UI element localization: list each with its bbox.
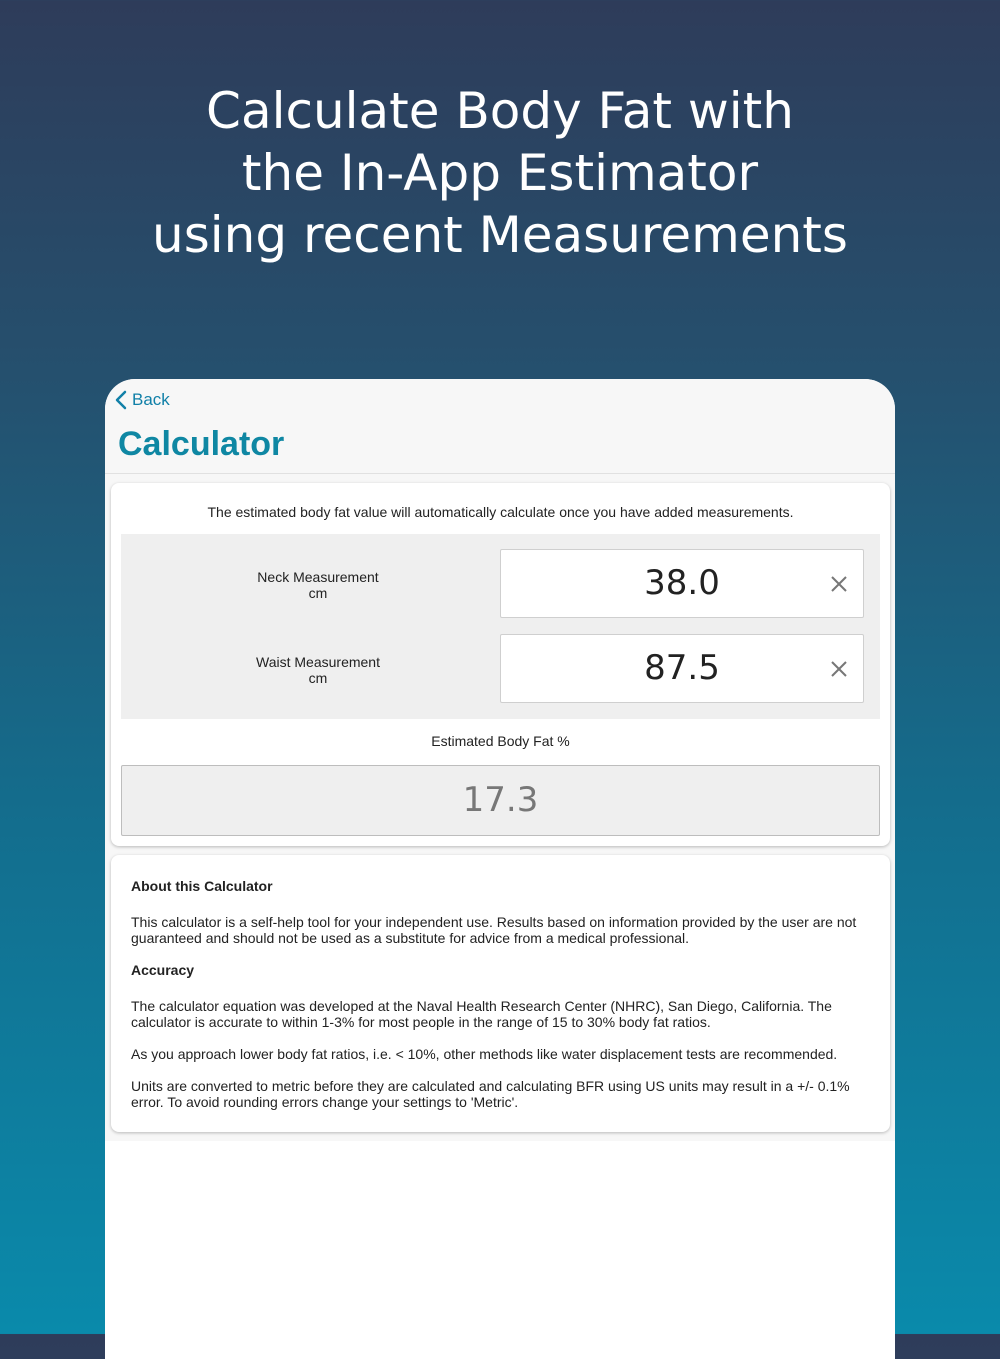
neck-measurement-value[interactable]: 38.0 xyxy=(644,563,720,603)
promo-headline xyxy=(0,80,1000,266)
back-label: Back xyxy=(132,390,170,409)
neck-measurement-field[interactable] xyxy=(500,549,864,618)
neck-label: Neck Measurement xyxy=(257,569,379,585)
accuracy-paragraph-3: Units are converted to metric before they are calculated and calculating BFR using US units may result in a +/- 0.1% error. To avoid rounding errors change your settings to 'Metric'. xyxy=(131,1078,850,1110)
estimated-body-fat-field xyxy=(121,765,880,836)
neck-unit: cm xyxy=(308,585,328,601)
about-card xyxy=(111,855,890,1132)
headline-line-3: using recent Measurements xyxy=(152,206,848,264)
back-button[interactable] xyxy=(115,388,170,412)
neck-label-group xyxy=(121,569,515,601)
calculator-card xyxy=(111,483,890,846)
waist-label-group xyxy=(121,654,515,686)
headline-line-2: the In-App Estimator xyxy=(241,144,759,202)
navigation-bar xyxy=(105,379,895,474)
empty-content-area xyxy=(105,1141,895,1359)
app-screen xyxy=(105,379,895,1359)
waist-unit: cm xyxy=(308,670,328,686)
waist-measurement-field[interactable] xyxy=(500,634,864,703)
page-title: Calculator xyxy=(118,425,285,463)
about-heading: About this Calculator xyxy=(131,878,273,894)
accuracy-paragraph-1: The calculator equation was developed at the Naval Health Research Center (NHRC), San Diego, California. The calculator is accurate to within 1-3% for most people in the range of 15 to 30% body fat ratios. xyxy=(131,998,832,1030)
about-text: This calculator is a self-help tool for your independent use. Results based on information provided by the user are not guaranteed and should not be used as a substitute for advice from a medical professional. xyxy=(131,914,857,946)
headline-line-1: Calculate Body Fat with xyxy=(206,82,794,140)
close-icon[interactable] xyxy=(829,574,849,594)
intro-text: The estimated body fat value will automatically calculate once you have added measurements. xyxy=(207,504,794,520)
accuracy-paragraph-2: As you approach lower body fat ratios, i.e. < 10%, other methods like water displacement tests are recommended. xyxy=(131,1046,838,1062)
accuracy-heading: Accuracy xyxy=(131,962,195,978)
measurements-panel xyxy=(121,534,880,719)
estimated-body-fat-label: Estimated Body Fat % xyxy=(431,733,570,749)
chevron-left-icon xyxy=(115,390,127,410)
waist-measurement-value[interactable]: 87.5 xyxy=(644,648,720,688)
estimated-body-fat-value: 17.3 xyxy=(462,780,539,820)
waist-label: Waist Measurement xyxy=(256,654,380,670)
about-section xyxy=(131,878,871,1126)
close-icon[interactable] xyxy=(829,659,849,679)
